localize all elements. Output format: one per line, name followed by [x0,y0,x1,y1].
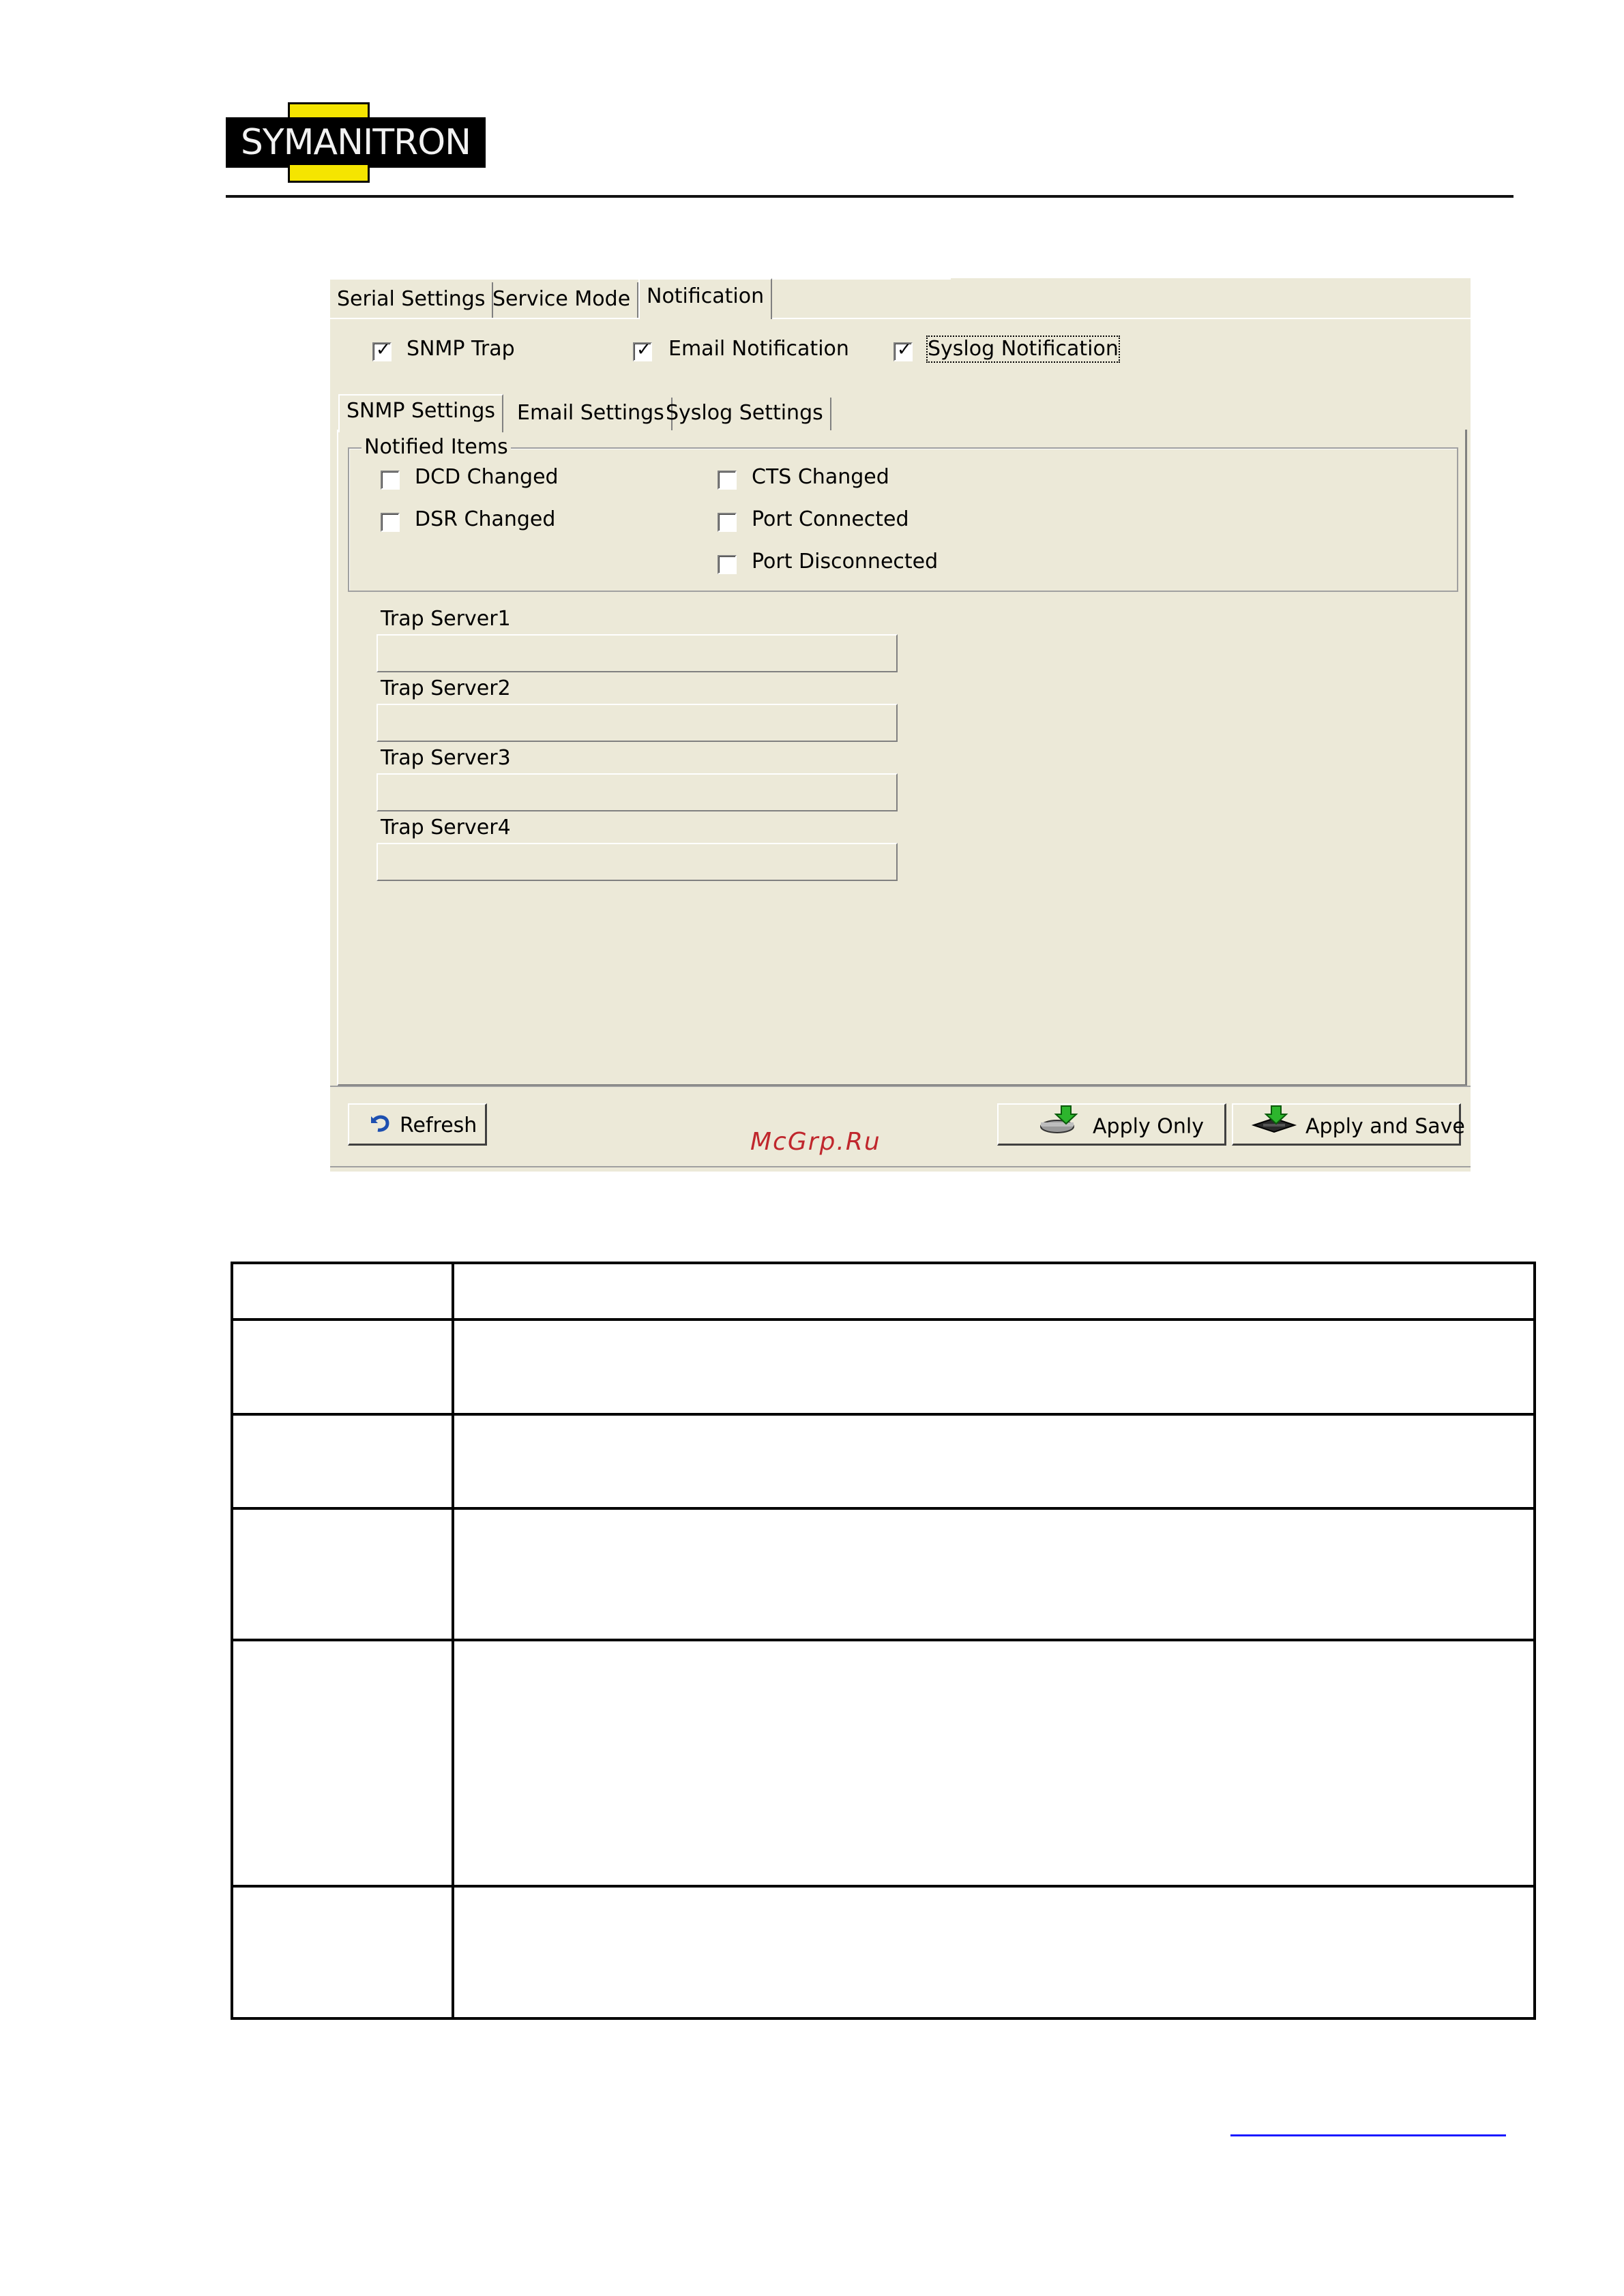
table-cell [232,1414,453,1508]
port-disconnected-label: Port Disconnected [752,550,939,573]
table-row [232,1414,1535,1508]
trap-server4-input[interactable] [377,843,898,881]
logo-accent-bottom [288,165,370,183]
trap-server4-label: Trap Server4 [381,816,511,839]
tab-serial-settings[interactable]: Serial Settings [330,282,493,318]
cts-changed-label: CTS Changed [752,465,889,489]
table-cell [232,1263,453,1320]
table-cell [232,1640,453,1886]
logo-text: SYMANITRON [226,117,486,168]
table-cell [232,1886,453,2018]
trap-server3-input[interactable] [377,773,898,811]
apply-only-icon [1037,1105,1086,1150]
apply-only-button[interactable] [997,1103,1226,1146]
tab-notification[interactable]: Notification [638,278,772,319]
top-tab-strip [330,278,1471,319]
table-cell [232,1508,453,1640]
notification-dialog [330,278,1471,1172]
table-cell [232,1320,453,1414]
snmp-trap-label: SNMP Trap [407,337,515,361]
dsr-changed-label: DSR Changed [415,507,556,531]
tab-service-mode[interactable]: Service Mode [486,282,638,318]
table-cell [453,1414,1535,1508]
cts-changed-checkbox[interactable] [718,471,737,490]
table-row [232,1263,1535,1320]
table-cell [453,1320,1535,1414]
subtab-email-settings[interactable]: Email Settings [510,398,673,430]
notified-items-title: Notified Items [361,435,511,460]
watermark-text: McGrp.Ru [750,1128,881,1156]
refresh-button[interactable] [348,1103,487,1146]
check-icon: ✓ [897,340,912,360]
port-connected-checkbox[interactable] [718,513,737,532]
dcd-changed-checkbox[interactable] [381,471,400,490]
table-cell [453,1508,1535,1640]
email-notification-checkbox[interactable] [633,342,652,361]
subtab-snmp-settings[interactable]: SNMP Settings [338,394,503,432]
check-icon: ✓ [636,340,651,360]
apply-and-save-button[interactable] [1232,1103,1465,1146]
check-icon: ✓ [376,340,391,360]
table-cell [453,1640,1535,1886]
trap-server2-label: Trap Server2 [381,676,511,700]
table-row [232,1640,1535,1886]
button-bar-bottom-edge [330,1166,1471,1167]
table-row [232,1320,1535,1414]
apply-and-save-icon [1250,1105,1299,1150]
subtab-syslog-settings[interactable]: Syslog Settings [659,398,831,430]
table-cell [453,1886,1535,2018]
table-row [232,1508,1535,1640]
syslog-notification-label: Syslog Notification [928,337,1119,361]
refresh-label: Refresh [400,1114,477,1137]
dcd-changed-label: DCD Changed [415,465,559,489]
apply-and-save-label: Apply and Save [1305,1114,1465,1139]
table-row [232,1886,1535,2018]
trap-server1-label: Trap Server1 [381,607,511,631]
port-connected-label: Port Connected [752,507,909,531]
footer-link-underline[interactable] [1230,2134,1506,2136]
refresh-icon [366,1105,393,1148]
header-rule [226,195,1514,198]
trap-server1-input[interactable] [377,634,898,672]
dialog-button-bar [330,1083,1471,1172]
symanitron-logo [226,102,486,183]
trap-server3-label: Trap Server3 [381,746,511,770]
button-bar-divider [330,1086,1471,1087]
apply-only-label: Apply Only [1093,1114,1204,1139]
email-notification-label: Email Notification [668,337,849,361]
dsr-changed-checkbox[interactable] [381,513,400,532]
port-disconnected-checkbox[interactable] [718,555,737,574]
table-cell [453,1263,1535,1320]
snmp-trap-checkbox[interactable] [372,342,392,361]
description-table [231,1262,1536,2020]
trap-server2-input[interactable] [377,704,898,742]
syslog-notification-checkbox[interactable] [894,342,913,361]
